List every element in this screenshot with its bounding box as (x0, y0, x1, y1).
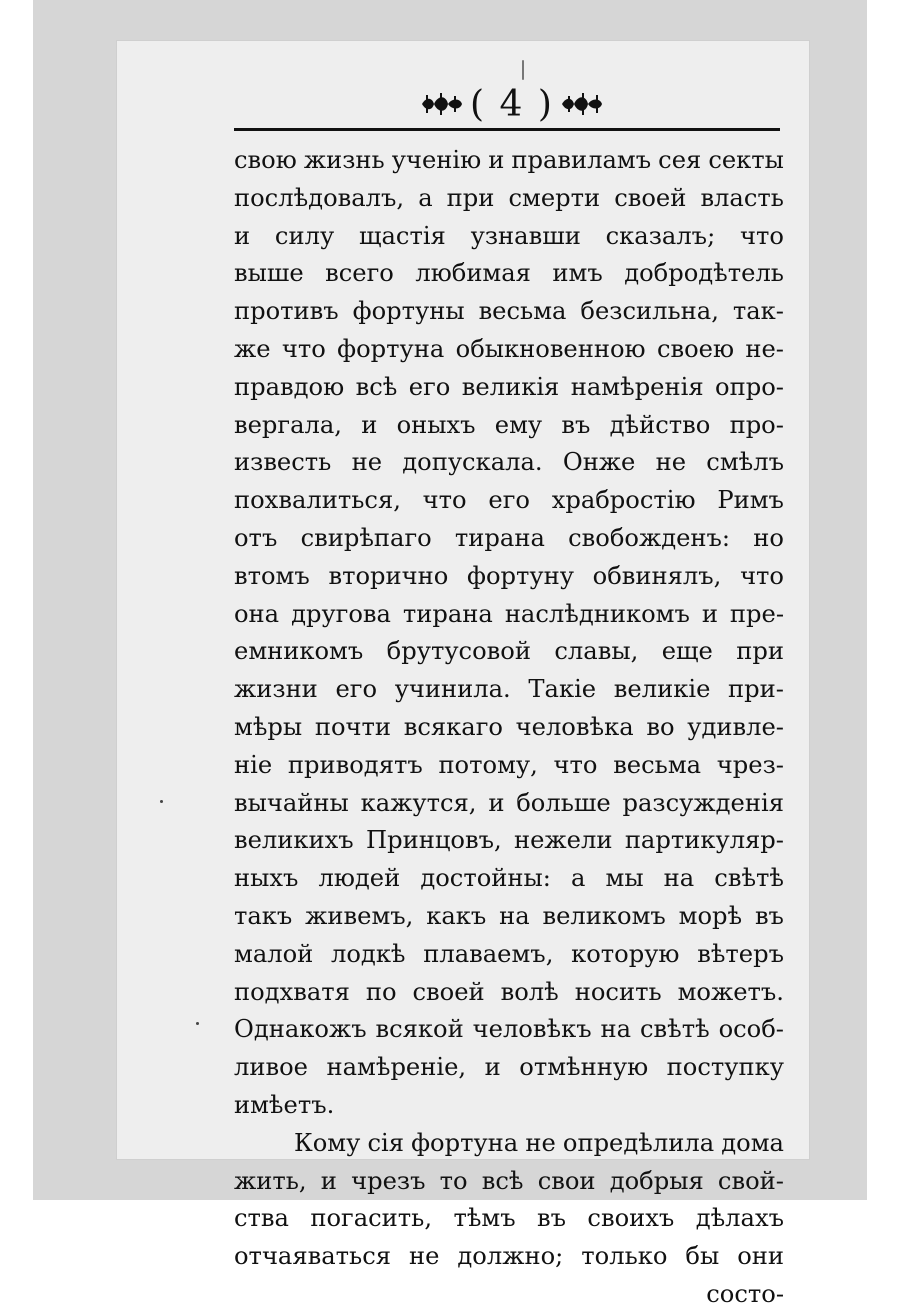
word: послѣдовалъ, (234, 183, 405, 212)
word: пре- (729, 599, 784, 628)
text-line (234, 1238, 784, 1276)
word: что (740, 561, 784, 590)
text-line (234, 936, 784, 974)
word: опредѣлила (562, 1128, 715, 1157)
word: емникомъ (234, 637, 364, 666)
text-line (234, 1049, 784, 1087)
word: вторично (328, 561, 449, 590)
word: чрезъ (351, 1166, 426, 1195)
word: оныхъ (396, 410, 476, 439)
word: при (736, 637, 784, 666)
text-line (234, 142, 784, 180)
text-line (234, 671, 784, 709)
word: добродѣтель (624, 259, 784, 288)
word: плаваемъ, (423, 939, 554, 968)
word: въ (561, 410, 591, 439)
text-line (234, 407, 784, 445)
text-line (234, 633, 784, 671)
word: отчаяваться (234, 1242, 392, 1271)
word: великіе (613, 675, 711, 704)
word: своею (656, 334, 735, 363)
word: его (408, 372, 451, 401)
word: брутусовой (386, 637, 531, 666)
word: имъ (552, 259, 603, 288)
word: партикуляр- (624, 826, 784, 855)
word: всего (325, 259, 394, 288)
word: на (600, 1015, 632, 1044)
word: правдою (234, 372, 345, 401)
text-line (234, 369, 784, 407)
word: такъ (234, 901, 293, 930)
word: что (740, 221, 784, 250)
word: то (439, 1166, 468, 1195)
word: свои (537, 1166, 596, 1195)
word: что (422, 486, 467, 515)
text-line (234, 1200, 784, 1238)
word: погасить, (310, 1204, 433, 1233)
word: нежели (513, 826, 613, 855)
word: так- (732, 297, 784, 326)
word: какъ (426, 901, 487, 930)
word: дома (721, 1128, 784, 1157)
word: должно; (457, 1242, 564, 1271)
scan-speck (196, 1022, 199, 1025)
word: великомъ (542, 901, 666, 930)
word: весьма (478, 297, 567, 326)
floral-ornament-icon (560, 93, 604, 115)
word: фортуна (337, 334, 445, 363)
word: тирана (402, 599, 493, 628)
word: безсильна, (580, 297, 719, 326)
word: они (737, 1242, 784, 1271)
word: Однакожъ (234, 1015, 367, 1044)
word: фортуны (352, 297, 465, 326)
word: про- (729, 410, 784, 439)
word: только (581, 1242, 668, 1271)
word: Кому (294, 1128, 361, 1157)
word: мѣры (234, 712, 303, 741)
text-line (234, 822, 784, 860)
word: и (488, 146, 505, 174)
word: славы, (554, 637, 639, 666)
word: и (701, 599, 718, 628)
word: ныхъ (234, 864, 299, 893)
word: которую (571, 939, 680, 968)
word: а (418, 183, 433, 212)
page-body (234, 142, 784, 1314)
word: противъ (234, 297, 339, 326)
word: жить, (234, 1166, 307, 1195)
word: свою (234, 146, 297, 174)
word: правиламъ (511, 146, 652, 174)
word: фортуну (467, 561, 574, 590)
word: почти (314, 712, 392, 741)
word: на (499, 901, 530, 930)
word: людей (318, 864, 401, 893)
word: другова (291, 599, 391, 628)
word: же (234, 334, 271, 363)
word: живемъ, (305, 901, 414, 930)
text-line (234, 558, 784, 596)
word: силу (274, 221, 335, 250)
running-header (232, 84, 792, 124)
word: жизни (234, 675, 318, 704)
word: тирана (454, 523, 545, 552)
word: всякой (375, 1015, 464, 1044)
word: не- (745, 334, 784, 363)
word: и (320, 1166, 337, 1195)
word: кажутся, (360, 788, 477, 817)
word: во (646, 712, 675, 741)
text-line (234, 898, 784, 936)
word: втомъ (234, 561, 310, 590)
text-line (234, 293, 784, 331)
scan-speck (160, 800, 163, 803)
floral-ornament-icon (420, 93, 464, 115)
word: учинила. (394, 675, 511, 704)
word: не (655, 448, 687, 477)
word: известь (234, 448, 332, 477)
word: человѣкъ (472, 1015, 592, 1044)
word: Римъ (717, 486, 784, 515)
word: что (281, 334, 326, 363)
text-line (234, 1163, 784, 1201)
word: и (361, 410, 378, 439)
word: намѣреніе, (326, 1053, 467, 1082)
word: всѣ (355, 372, 398, 401)
word: опро- (715, 372, 784, 401)
text-line (234, 785, 784, 823)
word: и (488, 788, 505, 817)
word: на (663, 864, 695, 893)
word: Онже (562, 448, 636, 477)
word: носить (574, 977, 662, 1006)
word: ніе (234, 750, 273, 779)
word: фортуна (411, 1128, 519, 1157)
text-line (234, 709, 784, 747)
word: поступку (666, 1053, 784, 1082)
word: ему (494, 410, 543, 439)
word: свѣтѣ (714, 864, 784, 893)
word: вѣтеръ (697, 939, 784, 968)
word: въ (537, 1204, 567, 1233)
word: храбростію (551, 486, 696, 515)
text-line (234, 255, 784, 293)
word: въ (754, 901, 784, 930)
word: обыкновенною (455, 334, 646, 363)
word: своей (412, 977, 485, 1006)
word: больше (516, 788, 611, 817)
word: секты (708, 146, 784, 174)
word: не (525, 1128, 556, 1157)
word: волѣ (500, 977, 559, 1006)
word: любимая (415, 259, 531, 288)
word: вергала, (234, 410, 342, 439)
word: щастія (358, 221, 446, 250)
word: при (446, 183, 495, 212)
word: власть (700, 183, 784, 212)
word: добрыя (609, 1166, 704, 1195)
word: не (351, 448, 383, 477)
word: сія (367, 1128, 404, 1157)
word: его (335, 675, 378, 704)
word: свобожденъ: (568, 523, 731, 552)
text-line (234, 331, 784, 369)
word: ученію (391, 146, 482, 174)
word: весьма (613, 750, 702, 779)
word: подхватя (234, 977, 350, 1006)
word: удивле- (687, 712, 784, 741)
scan-speck (522, 60, 524, 80)
text-line (234, 1011, 784, 1049)
word: всякаго (403, 712, 503, 741)
word: ства (234, 1204, 289, 1233)
word: свирѣпаго (300, 523, 432, 552)
word: дѣйство (609, 410, 711, 439)
word: своей (614, 183, 687, 212)
word: приводятъ (287, 750, 423, 779)
word: что (553, 750, 598, 779)
word: не (408, 1242, 440, 1271)
text-line (234, 444, 784, 482)
text-line (234, 520, 784, 558)
word: Принцовъ, (366, 826, 502, 855)
word: бы (685, 1242, 720, 1271)
header-rule (234, 128, 780, 131)
word: жизнь (303, 146, 385, 174)
word: потому, (438, 750, 538, 779)
word: морѣ (678, 901, 743, 930)
word: она (234, 599, 280, 628)
text-line (234, 974, 784, 1012)
text-line (234, 1125, 784, 1163)
word: свой- (717, 1166, 784, 1195)
word: человѣка (515, 712, 634, 741)
word: при- (728, 675, 784, 704)
word: и (484, 1053, 501, 1082)
word: разсужденія (622, 788, 784, 817)
word: лодкѣ (331, 939, 406, 968)
word: по (365, 977, 397, 1006)
word: допускала. (402, 448, 543, 477)
text-line: имѣетъ. (234, 1090, 335, 1119)
word: достойны: (420, 864, 551, 893)
word: ливое (234, 1053, 308, 1082)
word: сказалъ; (605, 221, 716, 250)
word: намѣренія (570, 372, 704, 401)
word: вычайны (234, 788, 349, 817)
word: мы (605, 864, 644, 893)
word: еще (661, 637, 713, 666)
word: наслѣдникомъ (504, 599, 690, 628)
word: чрез- (716, 750, 784, 779)
text-line (234, 482, 784, 520)
word: отмѣнную (519, 1053, 649, 1082)
word: но (753, 523, 784, 552)
word: Такіе (528, 675, 597, 704)
word: его (488, 486, 530, 515)
text-line (234, 218, 784, 256)
word: свѣтѣ (639, 1015, 710, 1044)
word: тѣмъ (453, 1204, 516, 1233)
text-line (234, 180, 784, 218)
word: узнавши (470, 221, 581, 250)
word: и (234, 221, 251, 250)
word: великія (461, 372, 560, 401)
word: а (571, 864, 586, 893)
page-number: ( 4 ) (470, 83, 554, 125)
word: сея (658, 146, 702, 174)
word: похвалиться, (234, 486, 401, 515)
word: всѣ (481, 1166, 524, 1195)
word: особ- (718, 1015, 784, 1044)
word: своихъ (587, 1204, 675, 1233)
word: смѣлъ (706, 448, 784, 477)
text-line (234, 747, 784, 785)
word: отъ (234, 523, 278, 552)
word: великихъ (234, 826, 354, 855)
text-line (234, 860, 784, 898)
word: малой (234, 939, 314, 968)
word: выше (234, 259, 304, 288)
word: можетъ. (677, 977, 784, 1006)
word: обвинялъ, (592, 561, 722, 590)
catchword: состо- (706, 1279, 784, 1308)
word: смерти (508, 183, 601, 212)
text-line (234, 596, 784, 634)
word: дѣлахъ (695, 1204, 784, 1233)
